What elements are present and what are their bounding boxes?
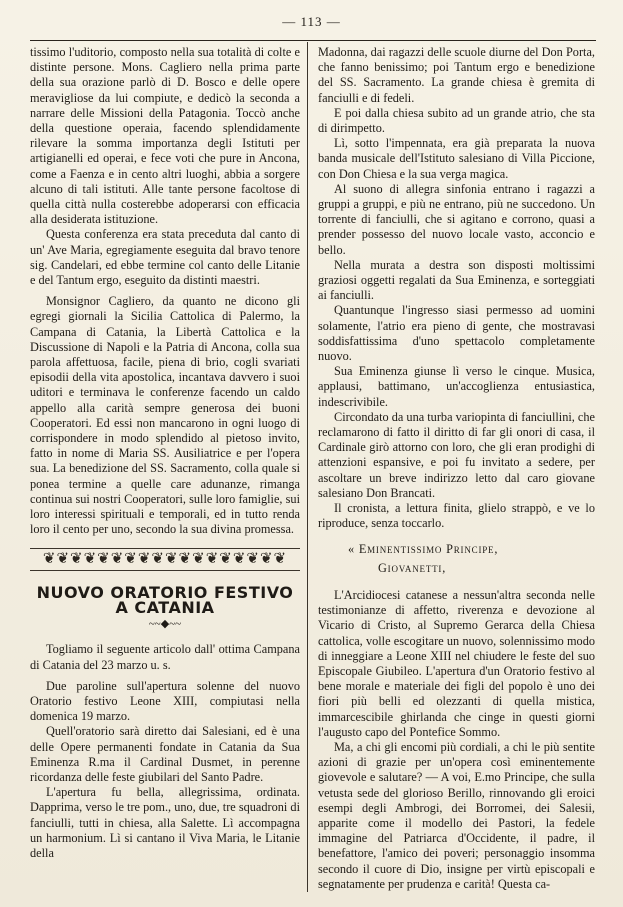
paragraph: tissimo l'uditorio, composto nella sua totalità di colte e distinte persone. Mons. Cagliero nella prima parte della sua orazione parlò di D. Bosco e delle opere meravigliose da lui compiute, e dedicò la seconda a narrare delle Missioni della Patagonia. Toccò anche della questione operaia, facendo splendidamente rilevare la somma importanza degli Istituti per artigianelli ed operai, e fece voti che pure in Ancona, come a Faenza e in cento altri luoghi, abbia a sorgere alcuno di tali istituti. Alle tante persone facoltose di quella città nulla costerebbe adoperarsi con efficacia alla desiderata istituzione. <box>30 45 300 227</box>
page-number: — 113 — <box>282 14 341 29</box>
paragraph: Togliamo il seguente articolo dall' ottima Campana di Catania del 23 marzo u. s. <box>30 642 300 672</box>
paragraph: Monsignor Cagliero, da quanto ne dicono gli egregi giornali la Sicilia Cattolica di Palermo, la Campana di Catania, la Libertà Cattolica e la Discussione di Napoli e la Patria di Ancona, colla sua parola affettuosa, facile, piena di brio, cogli svariati episodii della vita apostolica, incantava davvero i suoi uditori e terminava le conferenze facendo un caldo appello alla carità sempre generosa dei buoni Cooperatori. Ed essi non mancarono in ogni luogo di corrispondere in modo splendido al pietoso invito, fatto in nome di Maria SS. Ausiliatrice e per l'opera sua. La benedizione del SS. Sacramento, colla quale si ponea termine a quelle care adunanze, rimanga continua sui nostri Cooperatori, sulle loro famiglie, sui loro interessi spirituali e temporali, ed in tutto renda loro il cento per uno, secondo la sua divina promessa. <box>30 294 300 537</box>
paragraph: Quell'oratorio sarà diretto dai Salesiani, ed è una delle Opere permanenti fondate in Catania da Sua Eminenza R.ma il Cardinal Dusmet, in perenne ricordanza delle feste giubilari del Santo Padre. <box>30 724 300 784</box>
heading-separator: ~~◆~~ <box>148 618 182 631</box>
article-heading: NUOVO ORATORIO FESTIVO A CATANIA <box>36 582 294 617</box>
right-column <box>318 45 595 892</box>
paragraph: Quantunque l'ingresso siasi permesso ad uomini solamente, l'atrio era pieno di gente, che mostravasi soddisfattissima d'uno spettacolo completamente nuovo. <box>318 303 595 364</box>
paragraph: Ma, a chi gli encomi più cordiali, a chi le più sentite azioni di grazie per un'opera così eminentemente giovevole e salutare? — A voi, E.mo Principe, che sulla vetusta sede del glorioso Berillo, rinnovando gli eroici esempi degli Ambrogi, dei Borromei, dei Salesii, apparite come il modello dei Pastori, la fedele immagine del Patriarca d'Occidente, il padre, il benefattore, l'amico dei poveri; personaggio insomma secondo il cuore di Dio, insigne per virtù episcopali e segnatamente per prudenza e carità! Questa ca- <box>318 739 595 891</box>
paragraph: Lì, sotto l'impennata, era già preparata la nuova banda musicale dell'Istituto salesiano di Villa Piccione, con Don Chiesa e la sua verga magica. <box>318 136 595 181</box>
paragraph: L'Arcidiocesi catanese a nessun'altra seconda nelle testimonianze di affetto, riverenza e devozione al Vicario di Cristo, al Supremo Gerarca della Chiesa cattolica, volle escogitare un nuovo, solennissimo modo di inneggiare a Leone XIII nel chiudere le feste del suo Episcopale Giubileo. L'apertura d'un Oratorio festivo al bene morale e materiale dei figli del popolo è uno dei fiori più belli ed olezzanti di quella mistica, immarcescibile ghirlanda che cinge in questi giorni l'augusto capo del Pontefice Sommo. <box>318 587 595 739</box>
paragraph: E poi dalla chiesa subito ad un grande atrio, che sta di dirimpetto. <box>318 105 595 136</box>
paragraph: Circondato da una turba variopinta di fanciullini, che reclamarono di fatto il diritto di far gli onori di casa, il Cardinale girò attorno con loro, che gli eran prodighi di attenzioni espansive, e poi fu invitato a sedere, per ascoltare un breve indirizzo letto dal caro giovane salesiano Don Brancati. <box>318 409 595 500</box>
salutation: Giovanetti, <box>378 560 447 575</box>
paragraph: Madonna, dai ragazzi delle scuole diurne del Don Porta, che fanno benissimo; poi Tantum ergo e benedizione del SS. Sacramento. La grande chiesa è gremita di fanciulli e di fedeli. <box>318 45 595 105</box>
column-divider <box>307 42 308 892</box>
paragraph: Nella murata a destra son disposti moltissimi graziosi oggetti regalati da Sua Eminenza, e sorteggiati ai fanciulli. <box>318 257 595 303</box>
ornamental-border: ❦❦❦❦❦❦❦❦❦❦❦❦❦❦❦❦❦❦ <box>30 548 300 571</box>
paragraph: Al suono di allegra sinfonia entrano i ragazzi a gruppi a gruppi, e più ne entrano, più ne succedono. Un torrente di fanciulli, che si agitano e corrono, quasi a prender possesso del nuovo locale vasto, acconcio e bello. <box>318 181 595 257</box>
paragraph: Questa conferenza era stata preceduta dal canto di un' Ave Maria, egregiamente eseguita dal bravo tenore sig. Candelari, ed ebbe termine col canto delle Litanie e del Tantum ergo, eseguito da distinti maestri. <box>30 227 300 288</box>
left-column <box>30 45 300 861</box>
paragraph: L'apertura fu bella, allegrissima, ordinata. Dapprima, verso le tre pom., uno, due, tre squadroni di fanciulli, tutti in chiesa, alla Salette. Lì accompagna un harmonium. Lì si cantano il Viva Maria, le Litanie della <box>30 785 300 860</box>
header-rule <box>30 40 596 41</box>
paragraph: Due paroline sull'apertura solenne del nuovo Oratorio festivo Leone XIII, compiutasi nella domenica 19 marzo. <box>30 678 300 724</box>
paragraph: Sua Eminenza giunse lì verso le cinque. Musica, applausi, battimano, un'accoglienza entusiastica, indescrivibile. <box>318 364 595 409</box>
paragraph: Il cronista, a lettura finita, glielo strappò, e ve lo riproduce, senza toccarlo. <box>318 501 595 531</box>
salutation: « Eminentissimo Principe, <box>348 541 499 556</box>
